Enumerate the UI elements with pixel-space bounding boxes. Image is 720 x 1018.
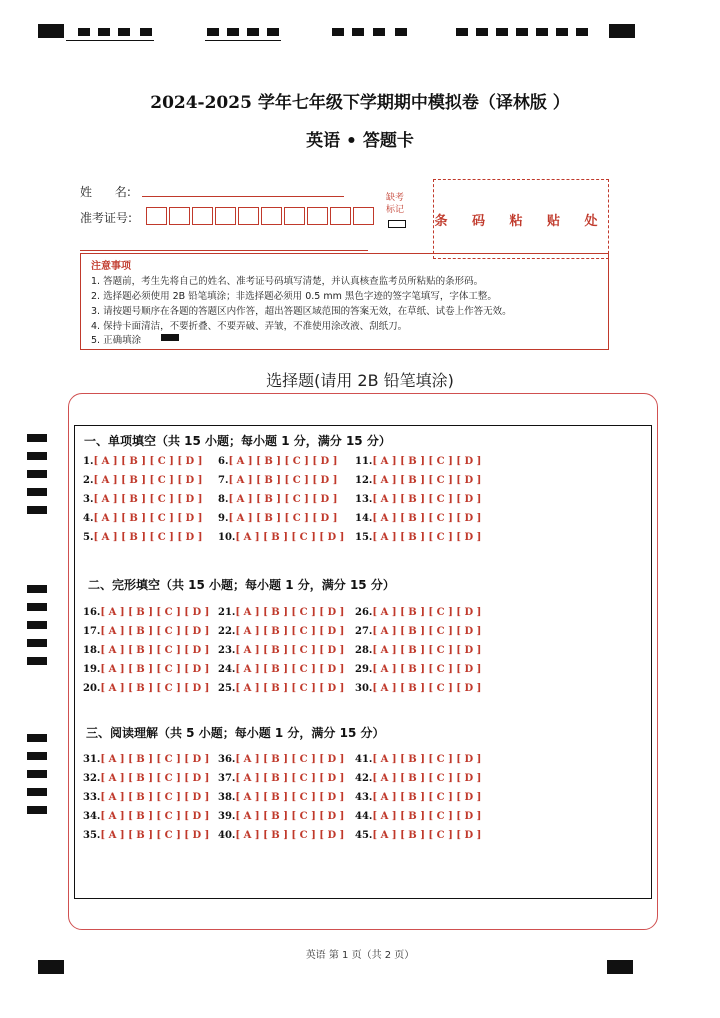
answer-options[interactable]: [ A ] [ B ] [ C ] [ D ] [100, 792, 210, 803]
answer-options[interactable]: [ A ] [ B ] [ C ] [ D ] [372, 475, 482, 486]
notice-item: 3. 请按题号顺序在各题的答题区内作答，超出答题区域范围的答案无效，在草纸、试卷上作答无效。 [91, 306, 512, 317]
answer-question[interactable] [355, 513, 481, 524]
timing-mark [395, 28, 407, 36]
answer-question[interactable] [83, 683, 209, 694]
id-digit-box[interactable] [192, 207, 213, 225]
timing-mark [373, 28, 385, 36]
answer-options[interactable]: [ A ] [ B ] [ C ] [ D ] [235, 754, 345, 765]
exam-id-boxes[interactable] [146, 207, 376, 225]
question-number: 40. [218, 830, 236, 841]
answer-options[interactable]: [ A ] [ B ] [ C ] [ D ] [235, 811, 345, 822]
timing-dash [205, 40, 281, 41]
answer-options[interactable]: [ A ] [ B ] [ C ] [ D ] [372, 456, 482, 467]
question-number: 4. [83, 513, 94, 524]
answer-options[interactable]: [ A ] [ B ] [ C ] [ D ] [100, 754, 210, 765]
question-number: 41. [355, 754, 373, 765]
question-number: 13. [355, 494, 373, 505]
timing-mark [556, 28, 568, 36]
question-number: 32. [83, 773, 101, 784]
answer-question[interactable] [355, 494, 481, 505]
question-number: 27. [355, 626, 373, 637]
timing-mark [38, 24, 64, 38]
answer-question[interactable] [355, 773, 481, 784]
question-number: 9. [218, 513, 229, 524]
answer-options[interactable]: [ A ] [ B ] [ C ] [ D ] [235, 683, 345, 694]
answer-options[interactable]: [ A ] [ B ] [ C ] [ D ] [372, 754, 482, 765]
answer-question[interactable] [355, 830, 481, 841]
question-number: 22. [218, 626, 236, 637]
question-number: 18. [83, 645, 101, 656]
answer-question[interactable] [218, 754, 344, 765]
answer-options[interactable]: [ A ] [ B ] [ C ] [ D ] [93, 456, 203, 467]
timing-mark [27, 506, 47, 514]
question-number: 15. [355, 532, 373, 543]
answer-question[interactable] [83, 626, 209, 637]
timing-mark [352, 28, 364, 36]
answer-options[interactable]: [ A ] [ B ] [ C ] [ D ] [235, 607, 345, 618]
timing-mark [227, 28, 239, 36]
answer-options[interactable]: [ A ] [ B ] [ C ] [ D ] [100, 607, 210, 618]
question-number: 10. [218, 532, 236, 543]
timing-mark [456, 28, 468, 36]
timing-mark [27, 621, 47, 629]
timing-mark [27, 488, 47, 496]
timing-mark [38, 960, 64, 974]
notice-item: 5. 正确填涂 [91, 335, 142, 346]
timing-mark [27, 770, 47, 778]
timing-mark [98, 28, 110, 36]
answer-options[interactable]: [ A ] [ B ] [ C ] [ D ] [235, 773, 345, 784]
question-number: 2. [83, 475, 94, 486]
id-digit-box[interactable] [238, 207, 259, 225]
timing-mark [609, 24, 635, 38]
answer-question[interactable] [218, 475, 337, 486]
answer-question[interactable] [83, 532, 202, 543]
answer-question[interactable] [355, 664, 481, 675]
question-number: 19. [83, 664, 101, 675]
answer-question[interactable] [218, 494, 337, 505]
answer-options[interactable]: [ A ] [ B ] [ C ] [ D ] [372, 494, 482, 505]
id-digit-box[interactable] [169, 207, 190, 225]
answer-question[interactable] [218, 645, 344, 656]
timing-mark [332, 28, 344, 36]
answer-question[interactable] [355, 532, 481, 543]
answer-question[interactable] [83, 830, 209, 841]
answer-question[interactable] [355, 456, 481, 467]
exam-id-label: 准考证号: [80, 211, 133, 225]
answer-question[interactable] [355, 811, 481, 822]
card-subtitle: 英语 • 答题卡 [306, 131, 414, 151]
question-number: 5. [83, 532, 94, 543]
question-number: 7. [218, 475, 229, 486]
question-number: 20. [83, 683, 101, 694]
timing-mark [267, 28, 279, 36]
question-number: 43. [355, 792, 373, 803]
timing-mark [27, 434, 47, 442]
section-heading: 三、阅读理解（共 5 小题；每小题 1 分，满分 15 分） [86, 726, 385, 740]
answer-options[interactable]: [ A ] [ B ] [ C ] [ D ] [235, 626, 345, 637]
timing-mark [27, 585, 47, 593]
question-number: 24. [218, 664, 236, 675]
id-digit-box[interactable] [307, 207, 328, 225]
timing-mark [27, 806, 47, 814]
answer-question[interactable] [355, 626, 481, 637]
answer-options[interactable]: [ A ] [ B ] [ C ] [ D ] [372, 645, 482, 656]
question-number: 16. [83, 607, 101, 618]
correct-fill-sample [161, 334, 179, 341]
id-digit-box[interactable] [215, 207, 236, 225]
id-digit-box[interactable] [330, 207, 351, 225]
notice-item: 2. 选择题必须使用 2B 铅笔填涂；非选择题必须用 0.5 mm 黑色字迹的签字笔填写，字体工整。 [91, 291, 497, 302]
answer-options[interactable]: [ A ] [ B ] [ C ] [ D ] [372, 513, 482, 524]
answer-question[interactable] [218, 664, 344, 675]
absent-checkbox[interactable] [388, 220, 406, 228]
timing-mark [476, 28, 488, 36]
answer-question[interactable] [355, 683, 481, 694]
answer-options[interactable]: [ A ] [ B ] [ C ] [ D ] [100, 664, 210, 675]
answer-options[interactable]: [ A ] [ B ] [ C ] [ D ] [93, 475, 203, 486]
question-number: 33. [83, 792, 101, 803]
answer-question[interactable] [83, 792, 209, 803]
answer-options[interactable]: [ A ] [ B ] [ C ] [ D ] [93, 494, 203, 505]
answer-options[interactable]: [ A ] [ B ] [ C ] [ D ] [235, 830, 345, 841]
question-number: 26. [355, 607, 373, 618]
question-number: 38. [218, 792, 236, 803]
section-heading: 一、单项填空（共 15 小题；每小题 1 分，满分 15 分） [84, 434, 391, 448]
answer-options[interactable]: [ A ] [ B ] [ C ] [ D ] [372, 811, 482, 822]
question-number: 23. [218, 645, 236, 656]
question-number: 11. [355, 456, 373, 467]
answer-options[interactable]: [ A ] [ B ] [ C ] [ D ] [228, 494, 338, 505]
answer-options[interactable]: [ A ] [ B ] [ C ] [ D ] [372, 773, 482, 784]
question-number: 17. [83, 626, 101, 637]
answer-question[interactable] [83, 811, 209, 822]
question-number: 29. [355, 664, 373, 675]
timing-mark [607, 960, 633, 974]
notice-item: 4. 保持卡面清洁，不要折叠、不要弄破、弄皱，不准使用涂改液、刮纸刀。 [91, 321, 408, 332]
answer-question[interactable] [83, 513, 202, 524]
question-number: 1. [83, 456, 94, 467]
answer-options[interactable]: [ A ] [ B ] [ C ] [ D ] [372, 626, 482, 637]
answer-options[interactable]: [ A ] [ B ] [ C ] [ D ] [372, 607, 482, 618]
question-number: 25. [218, 683, 236, 694]
answer-options[interactable]: [ A ] [ B ] [ C ] [ D ] [100, 626, 210, 637]
answer-question[interactable] [83, 664, 209, 675]
timing-mark [27, 470, 47, 478]
answer-question[interactable] [83, 645, 209, 656]
timing-mark [27, 639, 47, 647]
page-footer: 英语 第 1 页（共 2 页） [305, 950, 415, 961]
answer-question[interactable] [355, 607, 481, 618]
answer-options[interactable]: [ A ] [ B ] [ C ] [ D ] [372, 683, 482, 694]
answer-question[interactable] [218, 811, 344, 822]
answer-question[interactable] [355, 645, 481, 656]
notice-heading: 注意事项 [91, 261, 131, 272]
barcode-area: 条 码 粘 贴 处 [433, 179, 609, 259]
answer-options[interactable]: [ A ] [ B ] [ C ] [ D ] [100, 773, 210, 784]
answer-question[interactable] [218, 513, 337, 524]
notice-item: 1. 答题前，考生先将自己的姓名、准考证号码填写清楚，并认真核查监考员所粘贴的条形码。 [91, 276, 484, 287]
answer-question[interactable] [218, 607, 344, 618]
answer-options[interactable]: [ A ] [ B ] [ C ] [ D ] [100, 830, 210, 841]
question-number: 31. [83, 754, 101, 765]
id-digit-box[interactable] [261, 207, 282, 225]
choice-title: 选择题(请用 2B 铅笔填涂) [266, 371, 454, 390]
answer-options[interactable]: [ A ] [ B ] [ C ] [ D ] [372, 532, 482, 543]
timing-mark [118, 28, 130, 36]
answer-question[interactable] [218, 532, 344, 543]
question-number: 37. [218, 773, 236, 784]
answer-question[interactable] [218, 683, 344, 694]
absent-label: 缺考 标记 [386, 193, 405, 215]
answer-options[interactable]: [ A ] [ B ] [ C ] [ D ] [235, 792, 345, 803]
answer-options[interactable]: [ A ] [ B ] [ C ] [ D ] [372, 664, 482, 675]
answer-options[interactable]: [ A ] [ B ] [ C ] [ D ] [235, 645, 345, 656]
divider-line [80, 250, 368, 251]
timing-mark [536, 28, 548, 36]
answer-options[interactable]: [ A ] [ B ] [ C ] [ D ] [93, 532, 203, 543]
answer-question[interactable] [218, 626, 344, 637]
question-number: 34. [83, 811, 101, 822]
answer-options[interactable]: [ A ] [ B ] [ C ] [ D ] [93, 513, 203, 524]
question-number: 45. [355, 830, 373, 841]
answer-options[interactable]: [ A ] [ B ] [ C ] [ D ] [372, 792, 482, 803]
timing-mark [207, 28, 219, 36]
question-number: 35. [83, 830, 101, 841]
timing-mark [247, 28, 259, 36]
question-number: 39. [218, 811, 236, 822]
name-field[interactable] [142, 196, 344, 197]
question-number: 12. [355, 475, 373, 486]
section-heading: 二、完形填空（共 15 小题；每小题 1 分，满分 15 分） [88, 578, 395, 592]
question-number: 6. [218, 456, 229, 467]
answer-options[interactable]: [ A ] [ B ] [ C ] [ D ] [228, 513, 338, 524]
timing-mark [576, 28, 588, 36]
answer-options[interactable]: [ A ] [ B ] [ C ] [ D ] [100, 811, 210, 822]
question-number: 36. [218, 754, 236, 765]
question-number: 30. [355, 683, 373, 694]
id-digit-box[interactable] [353, 207, 374, 225]
name-label: 姓 名: [80, 185, 131, 199]
id-digit-box[interactable] [146, 207, 167, 225]
answer-question[interactable] [83, 754, 209, 765]
timing-mark [27, 752, 47, 760]
answer-options[interactable]: [ A ] [ B ] [ C ] [ D ] [100, 645, 210, 656]
question-number: 42. [355, 773, 373, 784]
timing-dash [66, 40, 154, 41]
answer-options[interactable]: [ A ] [ B ] [ C ] [ D ] [235, 532, 345, 543]
timing-mark [27, 452, 47, 460]
question-number: 14. [355, 513, 373, 524]
answer-options[interactable]: [ A ] [ B ] [ C ] [ D ] [228, 475, 338, 486]
timing-mark [140, 28, 152, 36]
answer-question[interactable] [83, 773, 209, 784]
answer-question[interactable] [355, 475, 481, 486]
timing-mark [78, 28, 90, 36]
answer-question[interactable] [355, 754, 481, 765]
answer-question[interactable] [218, 830, 344, 841]
question-number: 8. [218, 494, 229, 505]
exam-title: 2024-2025 学年七年级下学期期中模拟卷（译林版 ） [150, 93, 570, 113]
timing-mark [27, 788, 47, 796]
timing-mark [27, 603, 47, 611]
answer-question[interactable] [355, 792, 481, 803]
question-number: 44. [355, 811, 373, 822]
answer-question[interactable] [218, 792, 344, 803]
answer-question[interactable] [83, 475, 202, 486]
answer-options[interactable]: [ A ] [ B ] [ C ] [ D ] [372, 830, 482, 841]
answer-options[interactable]: [ A ] [ B ] [ C ] [ D ] [235, 664, 345, 675]
id-digit-box[interactable] [284, 207, 305, 225]
answer-options[interactable]: [ A ] [ B ] [ C ] [ D ] [228, 456, 338, 467]
question-number: 21. [218, 607, 236, 618]
answer-question[interactable] [83, 607, 209, 618]
answer-question[interactable] [83, 494, 202, 505]
answer-question[interactable] [218, 456, 337, 467]
answer-options[interactable]: [ A ] [ B ] [ C ] [ D ] [100, 683, 210, 694]
timing-mark [516, 28, 528, 36]
timing-mark [27, 657, 47, 665]
answer-question[interactable] [83, 456, 202, 467]
answer-question[interactable] [218, 773, 344, 784]
question-number: 3. [83, 494, 94, 505]
timing-mark [496, 28, 508, 36]
notice-box [80, 253, 609, 350]
timing-mark [27, 734, 47, 742]
question-number: 28. [355, 645, 373, 656]
